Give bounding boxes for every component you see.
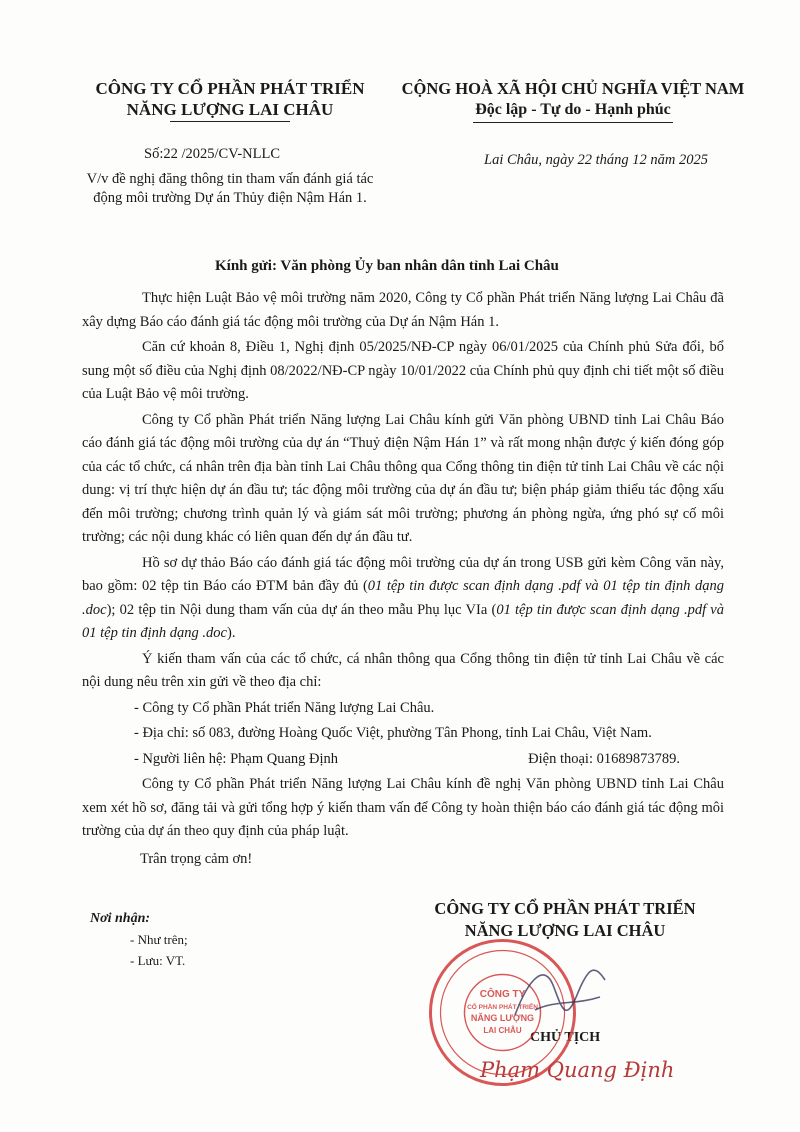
national-motto: Độc lập - Tự do - Hạnh phúc	[475, 101, 671, 118]
handwritten-signature	[505, 955, 615, 1035]
recipient-line: Kính gửi: Văn phòng Ủy ban nhân dân tỉnh Lai Châu	[215, 258, 559, 274]
issuer-name-line1: CÔNG TY CỔ PHẦN PHÁT TRIỂN	[95, 79, 365, 98]
contact-company: - Công ty Cổ phần Phát triển Năng lượng Lai Châu.	[134, 699, 435, 716]
signer-name: Phạm Quang Định	[480, 1058, 675, 1082]
document-number: Số:22 /2025/CV-NLLC	[144, 146, 281, 162]
issuer-header	[80, 78, 380, 122]
contact-address: - Địa chỉ: số 083, đường Hoàng Quốc Việt, phường Tân Phong, tỉnh Lai Châu, Việt Nam.	[134, 725, 652, 741]
contact-phone: Điện thoại: 01689873789.	[528, 750, 680, 767]
issuer-name-line2: NĂNG LƯỢNG LAI CHÂU	[126, 100, 334, 119]
paragraph-4-italic-1: 01 tệp tin được scan định dạng .pdf và 01 tệp tin định dạng .doc	[82, 578, 724, 618]
contact-person-row	[82, 748, 724, 772]
seal-text-3: NĂNG LƯỢNG	[470, 1013, 535, 1023]
paragraph-3: Công ty Cổ phần Phát triển Năng lượng Lai Châu kính gửi Văn phòng UBND tỉnh Lai Châu Báo cáo đánh giá tác động môi trường của dự án “Thuỷ điện Nậm Hán 1” và rất mong nhận được ý kiến đóng góp của các tổ chức, cá nhân trên địa bàn tỉnh Lai Châu thông qua Cổng thông tin điện tử tỉnh Lai Châu về các nội dung: vị trí thực hiện dự án đầu tư; tác động môi trường của dự án đầu tư; biện pháp giảm thiểu tác động xấu đến môi trường; chương trình quản lý và giám sát môi trường; phương án phòng ngừa, ứng phó sự cố môi trường; các nội dung khác có liên quan đến dự án đầu tư.	[82, 411, 724, 545]
contact-person: - Người liên hệ: Phạm Quang Định	[134, 750, 338, 767]
place-date: Lai Châu, ngày 22 tháng 12 năm 2025	[484, 152, 708, 168]
signer-company-line2: NĂNG LƯỢNG LAI CHÂU	[464, 921, 666, 940]
signer-role: CHỦ TỊCH	[530, 1030, 601, 1045]
document-subject: V/v đề nghị đăng thông tin tham vấn đánh giá tác động môi trường Dự án Thủy điện Nậm Hán 1.	[86, 171, 374, 206]
paragraph-4-text-a: Hồ sơ dự thảo Báo cáo đánh giá tác động môi trường của dự án trong USB gửi kèm Công văn này, bao gồm: 02 tệp tin Báo cáo ĐTM bản đầy đủ (	[82, 554, 724, 594]
paragraph-1: Thực hiện Luật Bảo vệ môi trường năm 2020, Công ty Cổ phần Phát triển Năng lượng Lai Châu đã xây dựng Báo cáo đánh giá tác động môi trường của Dự án Nậm Hán 1.	[82, 290, 724, 330]
closing-thanks: Trân trọng cảm ơn!	[140, 850, 253, 867]
paragraph-5: Ý kiến tham vấn của các tổ chức, cá nhân thông qua Cổng thông tin điện tử tỉnh Lai Châu về các nội dung nêu trên xin gửi về theo địa chỉ:	[82, 650, 724, 690]
paragraph-4-italic-2: 01 tệp tin được scan định dạng .pdf và 01 tệp tin định dạng .doc	[82, 601, 724, 641]
paragraph-4-text-c: ).	[227, 625, 236, 641]
recipients-block	[90, 908, 188, 971]
seal-text-1: CÔNG TY	[479, 989, 526, 1000]
signer-company-line1: CÔNG TY CỔ PHẦN PHÁT TRIỂN	[434, 899, 696, 918]
seal-text-4: LAI CHÂU	[483, 1026, 522, 1035]
national-title: CỘNG HOÀ XÃ HỘI CHỦ NGHĨA VIỆT NAM	[401, 79, 745, 98]
seal-text-2: CỔ PHẦN PHÁT TRIỂN	[467, 1004, 538, 1011]
motto-divider	[473, 122, 673, 123]
paragraph-6: Công ty Cổ phần Phát triển Năng lượng Lai Châu kính đề nghị Văn phòng UBND tỉnh Lai Châu xem xét hồ sơ, đăng tải và gửi tổng hợp ý kiến tham vấn để Công ty hoàn thiện báo cáo đánh giá tác động môi trường của dự án theo quy định của pháp luật.	[82, 776, 724, 839]
letter-body	[82, 287, 724, 873]
paragraph-2: Căn cứ khoản 8, Điều 1, Nghị định 05/2025/NĐ-CP ngày 06/01/2025 của Chính phủ Sửa đổi, bổ sung một số điều của Nghị định 08/2022/NĐ-CP ngày 10/01/2022 của Chính phủ quy định chi tiết một số điều của Luật Bảo vệ môi trường.	[82, 339, 724, 402]
issuer-divider	[170, 121, 290, 122]
recipient-item: - Lưu: VT.	[130, 953, 186, 968]
national-header	[388, 78, 758, 123]
paragraph-4-text-b: ); 02 tệp tin Nội dung tham vấn của dự án theo mẫu Phụ lục VIa (	[106, 601, 497, 618]
recipients-title: Nơi nhận:	[90, 911, 151, 926]
paragraph-4	[82, 552, 724, 646]
recipient-item: - Như trên;	[130, 932, 188, 947]
